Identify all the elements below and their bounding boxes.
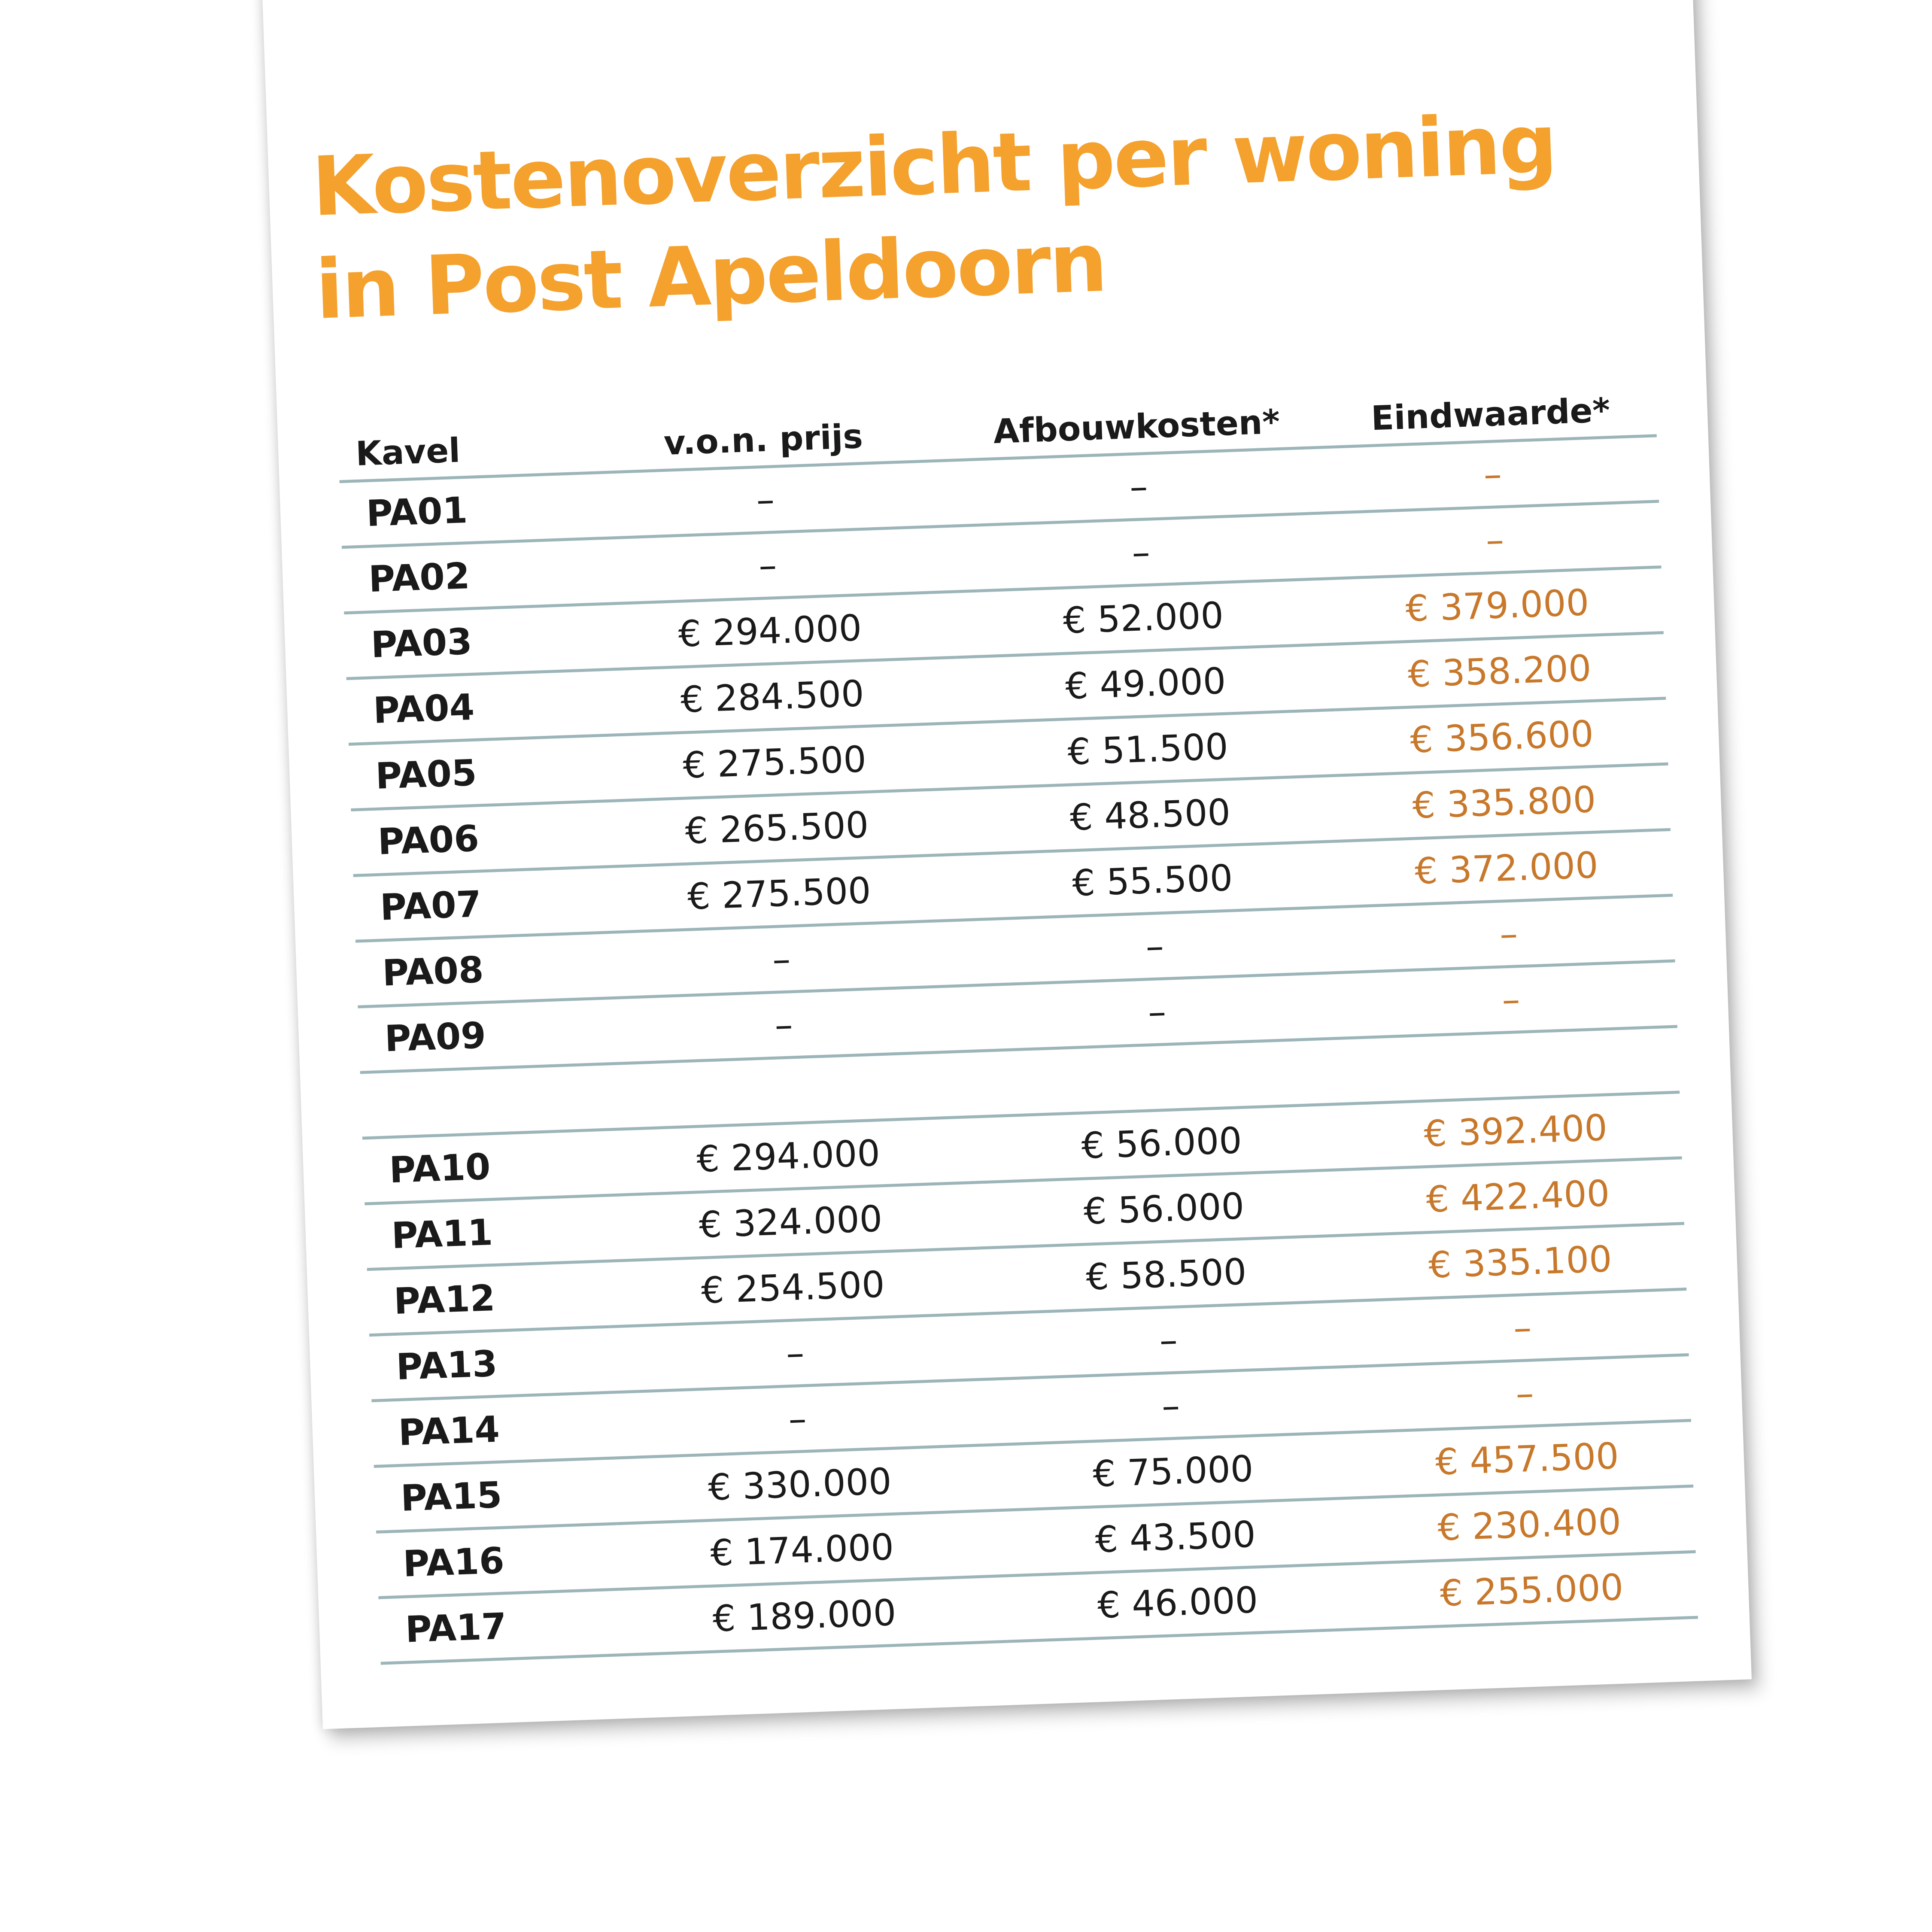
kavel-cell [360, 1064, 603, 1138]
afbouwkosten-cell: € 58.500 [976, 1235, 1356, 1314]
von-prijs-cell: € 189.000 [619, 1577, 990, 1655]
eindwaarde-cell: – [1329, 501, 1662, 579]
afbouwkosten-cell [969, 1038, 1349, 1117]
kavel-cell: PA08 [355, 933, 598, 1007]
header-kavel: Kavel [337, 414, 580, 482]
afbouwkosten-cell: € 48.500 [960, 775, 1340, 854]
von-prijs-cell: – [610, 1314, 981, 1392]
von-prijs-cell: € 174.000 [617, 1511, 988, 1589]
kavel-cell: PA10 [362, 1130, 605, 1203]
afbouwkosten-cell: € 51.500 [958, 710, 1338, 789]
header-von-prijs: v.o.n. prijs [578, 401, 949, 473]
afbouwkosten-cell: – [951, 513, 1331, 592]
eindwaarde-cell: € 230.400 [1363, 1486, 1696, 1563]
afbouwkosten-cell: € 75.000 [983, 1432, 1363, 1511]
kavel-cell: PA03 [344, 605, 586, 678]
eindwaarde-cell: € 372.000 [1340, 829, 1673, 907]
von-prijs-cell: € 254.500 [607, 1248, 978, 1327]
kavel-cell: PA13 [369, 1327, 612, 1400]
kavel-cell: PA07 [353, 867, 596, 941]
eindwaarde-cell: € 356.600 [1336, 698, 1668, 775]
cost-table [337, 377, 1698, 1665]
kavel-cell: PA12 [367, 1261, 610, 1335]
afbouwkosten-cell: – [981, 1366, 1361, 1445]
afbouwkosten-cell: € 56.000 [974, 1170, 1354, 1249]
von-prijs-cell: – [612, 1379, 983, 1458]
von-prijs-cell [600, 1051, 972, 1130]
kavel-cell: PA01 [340, 473, 582, 547]
eindwaarde-cell: – [1345, 961, 1677, 1038]
von-prijs-cell: € 265.500 [591, 789, 963, 867]
von-prijs-cell: € 284.500 [586, 657, 958, 736]
von-prijs-cell: € 294.000 [584, 592, 956, 670]
eindwaarde-cell: – [1343, 895, 1675, 972]
von-prijs-cell: – [580, 460, 951, 539]
eindwaarde-cell: – [1356, 1289, 1689, 1367]
eindwaarde-cell: € 335.800 [1338, 764, 1671, 841]
kavel-cell: PA14 [371, 1392, 614, 1466]
kavel-cell: PA09 [358, 999, 600, 1072]
afbouwkosten-cell: € 56.000 [972, 1104, 1352, 1183]
eindwaarde-cell: – [1326, 436, 1659, 513]
afbouwkosten-cell: – [978, 1300, 1358, 1379]
kavel-cell: PA17 [378, 1589, 621, 1663]
page-title-line-2: in Post Apeldoorn [314, 215, 1108, 338]
kavel-cell: PA16 [376, 1524, 619, 1598]
von-prijs-cell: € 275.500 [589, 723, 960, 802]
eindwaarde-cell: € 392.400 [1349, 1092, 1682, 1170]
von-prijs-cell: – [596, 920, 967, 999]
table-body [340, 436, 1698, 1663]
eindwaarde-cell [1347, 1027, 1680, 1104]
von-prijs-cell: € 330.000 [614, 1445, 985, 1524]
eindwaarde-cell: € 358.200 [1333, 632, 1666, 710]
von-prijs-cell: – [598, 986, 969, 1064]
eindwaarde-cell: € 379.000 [1331, 567, 1664, 644]
cost-overview-sheet [262, 0, 1752, 1729]
afbouwkosten-cell: € 46.000 [988, 1563, 1368, 1642]
afbouwkosten-cell: – [967, 972, 1347, 1051]
afbouwkosten-cell: – [965, 907, 1345, 986]
kavel-cell: PA15 [374, 1458, 617, 1532]
von-prijs-cell: € 324.000 [605, 1182, 976, 1261]
kavel-cell: PA02 [342, 539, 584, 613]
von-prijs-cell: – [582, 526, 954, 605]
kavel-cell: PA06 [351, 802, 593, 875]
afbouwkosten-cell: € 43.500 [985, 1498, 1365, 1577]
afbouwkosten-cell: – [949, 447, 1329, 526]
eindwaarde-cell: € 457.500 [1361, 1420, 1693, 1498]
page-title [310, 89, 1648, 342]
afbouwkosten-cell: € 55.500 [963, 841, 1343, 920]
header-eindwaarde: Eindwaarde* [1324, 377, 1656, 447]
afbouwkosten-cell: € 52.000 [953, 578, 1333, 657]
kavel-cell: PA04 [346, 670, 589, 744]
von-prijs-cell: € 275.500 [593, 854, 965, 933]
afbouwkosten-cell: € 49.000 [956, 644, 1336, 723]
header-afbouwkosten: Afbouwkosten* [947, 388, 1326, 460]
page-title-line-1: Kostenoverzicht per woning [310, 96, 1558, 235]
eindwaarde-cell: € 255.000 [1365, 1552, 1698, 1629]
eindwaarde-cell: – [1358, 1355, 1691, 1432]
eindwaarde-cell: € 335.100 [1354, 1224, 1686, 1301]
eindwaarde-cell: € 422.400 [1352, 1158, 1684, 1235]
von-prijs-cell: € 294.000 [603, 1117, 974, 1195]
kavel-cell: PA05 [349, 736, 591, 810]
kavel-cell: PA11 [365, 1195, 607, 1269]
